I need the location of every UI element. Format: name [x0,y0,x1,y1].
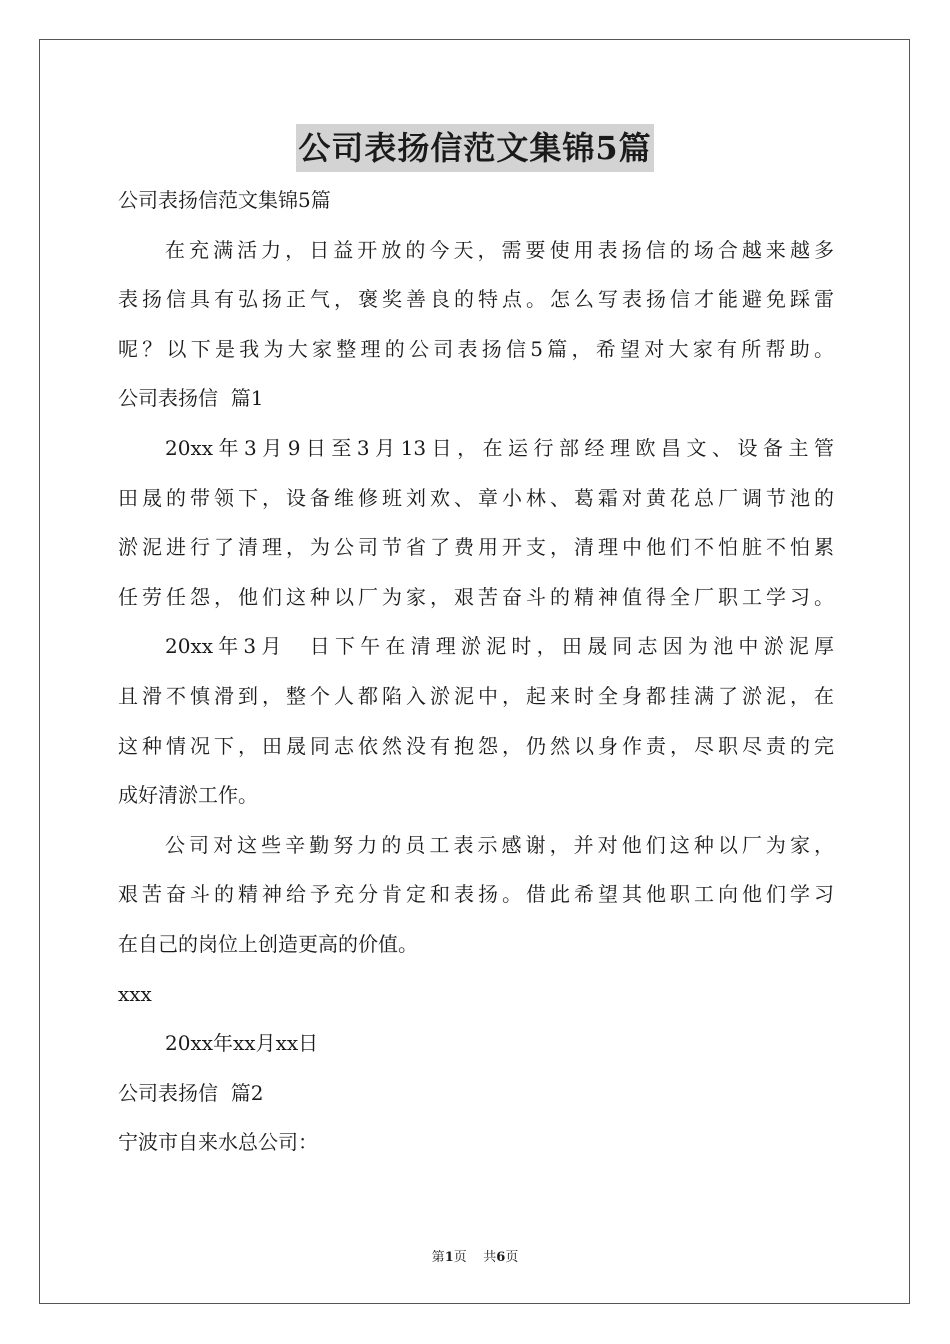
text-line: 20xx年3月9日至3月13日，在运行部经理欧昌文、设备主管 [165,435,834,460]
text-line: 公司表扬信 篇1 [118,386,264,411]
text-line: 成好清淤工作。 [118,783,258,808]
footer-page-total: 6 [496,1250,506,1265]
footer-page-suffix: 页 [505,1250,519,1265]
text-line: 20xx年3月 日下午在清理淤泥时，田晟同志因为池中淤泥厚 [165,634,834,659]
text-line: 且滑不慎滑到，整个人都陷入淤泥中，起来时全身都挂满了淤泥，在 [118,683,834,708]
text-line: 公司表扬信 篇2 [118,1080,264,1105]
text-line: 表扬信具有弘扬正气，褒奖善良的特点。怎么写表扬信才能避免踩雷 [118,287,834,312]
text-line: 20xx年xx月xx日 [165,1031,319,1056]
text-line: 任劳任怨，他们这种以厂为家，艰苦奋斗的精神值得全厂职工学习。 [118,584,834,609]
text-line: 公司表扬信范文集锦5篇 [118,188,331,212]
text-line: xxx [118,981,152,1006]
title-container [0,124,950,172]
text-line: 田晟的带领下，设备维修班刘欢、章小林、葛霜对黄花总厂调节池的 [118,485,834,510]
text-line: 在充满活力，日益开放的今天，需要使用表扬信的场合越来越多 [165,237,834,262]
footer-page-mid: 页 共 [453,1250,497,1265]
page-footer [0,1246,950,1265]
text-line: 在自己的岗位上创造更高的价值。 [118,931,418,956]
text-line: 宁波市自来水总公司： [118,1130,318,1155]
document-body [118,176,834,1168]
document-title: 公司表扬信范文集锦5篇 [296,124,653,172]
text-line: 这种情况下，田晟同志依然没有抱怨，仍然以身作责，尽职尽责的完 [118,733,834,758]
text-line: 艰苦奋斗的精神给予充分肯定和表扬。借此希望其他职工向他们学习 [118,882,834,907]
footer-page-current: 1 [444,1250,454,1265]
text-line: 呢？以下是我为大家整理的公司表扬信5篇，希望对大家有所帮助。 [118,336,834,361]
text-line: 淤泥进行了清理，为公司节省了费用开支，清理中他们不怕脏不怕累 [118,535,834,560]
footer-page-prefix: 第 [431,1250,445,1265]
text-line: 公司对这些辛勤努力的员工表示感谢，并对他们这种以厂为家， [165,832,834,857]
